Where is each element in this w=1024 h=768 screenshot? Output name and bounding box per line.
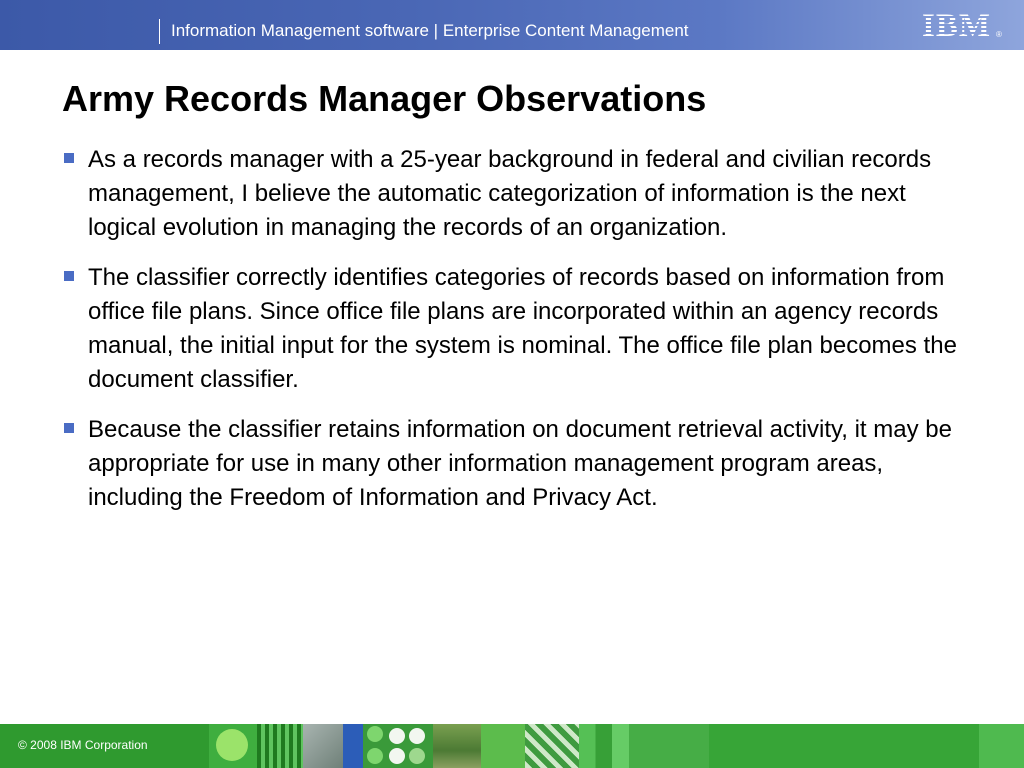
header-divider <box>159 19 160 44</box>
decorative-tile <box>525 724 579 768</box>
bullet-text: Because the classifier retains information on document retrieval activity, it may be appropriate for use in many other information management program areas, including the Freedom of Information and Privacy Act. <box>88 416 952 511</box>
bullet-text: The classifier correctly identifies categories of records based on information from office file plans. Since office file plans are incorporated within an agency records manual, the initial input for the system is nominal. The office file plan becomes the document classifier. <box>88 264 957 393</box>
decorative-image-strip <box>209 724 1024 768</box>
header-bar <box>0 0 1024 50</box>
decorative-tile <box>629 724 709 768</box>
decorative-tile <box>979 724 1024 768</box>
bullet-list <box>62 143 962 531</box>
square-bullet-icon <box>64 271 74 281</box>
decorative-tile <box>343 724 363 768</box>
decorative-tile <box>579 724 629 768</box>
decorative-tile <box>481 724 525 768</box>
bullet-item <box>62 261 962 397</box>
decorative-tile <box>433 724 481 768</box>
decorative-tile <box>257 724 303 768</box>
header-title: Information Management software | Enterprise Content Management <box>171 21 689 40</box>
bullet-item <box>62 413 962 515</box>
square-bullet-icon <box>64 153 74 163</box>
decorative-tile <box>709 724 979 768</box>
slide-title: Army Records Manager Observations <box>62 78 707 119</box>
decorative-tile <box>363 724 433 768</box>
registered-mark: ® <box>996 30 1002 39</box>
bullet-text: As a records manager with a 25-year background in federal and civilian records management, I believe the automatic categorization of information is the next logical evolution in managing the records of an organization. <box>88 146 932 241</box>
decorative-tile <box>303 724 343 768</box>
square-bullet-icon <box>64 423 74 433</box>
bullet-item <box>62 143 962 245</box>
ibm-logo: IBM <box>922 8 991 44</box>
decorative-tile <box>209 724 257 768</box>
copyright-text: © 2008 IBM Corporation <box>18 738 148 752</box>
footer-bar <box>0 724 1024 768</box>
